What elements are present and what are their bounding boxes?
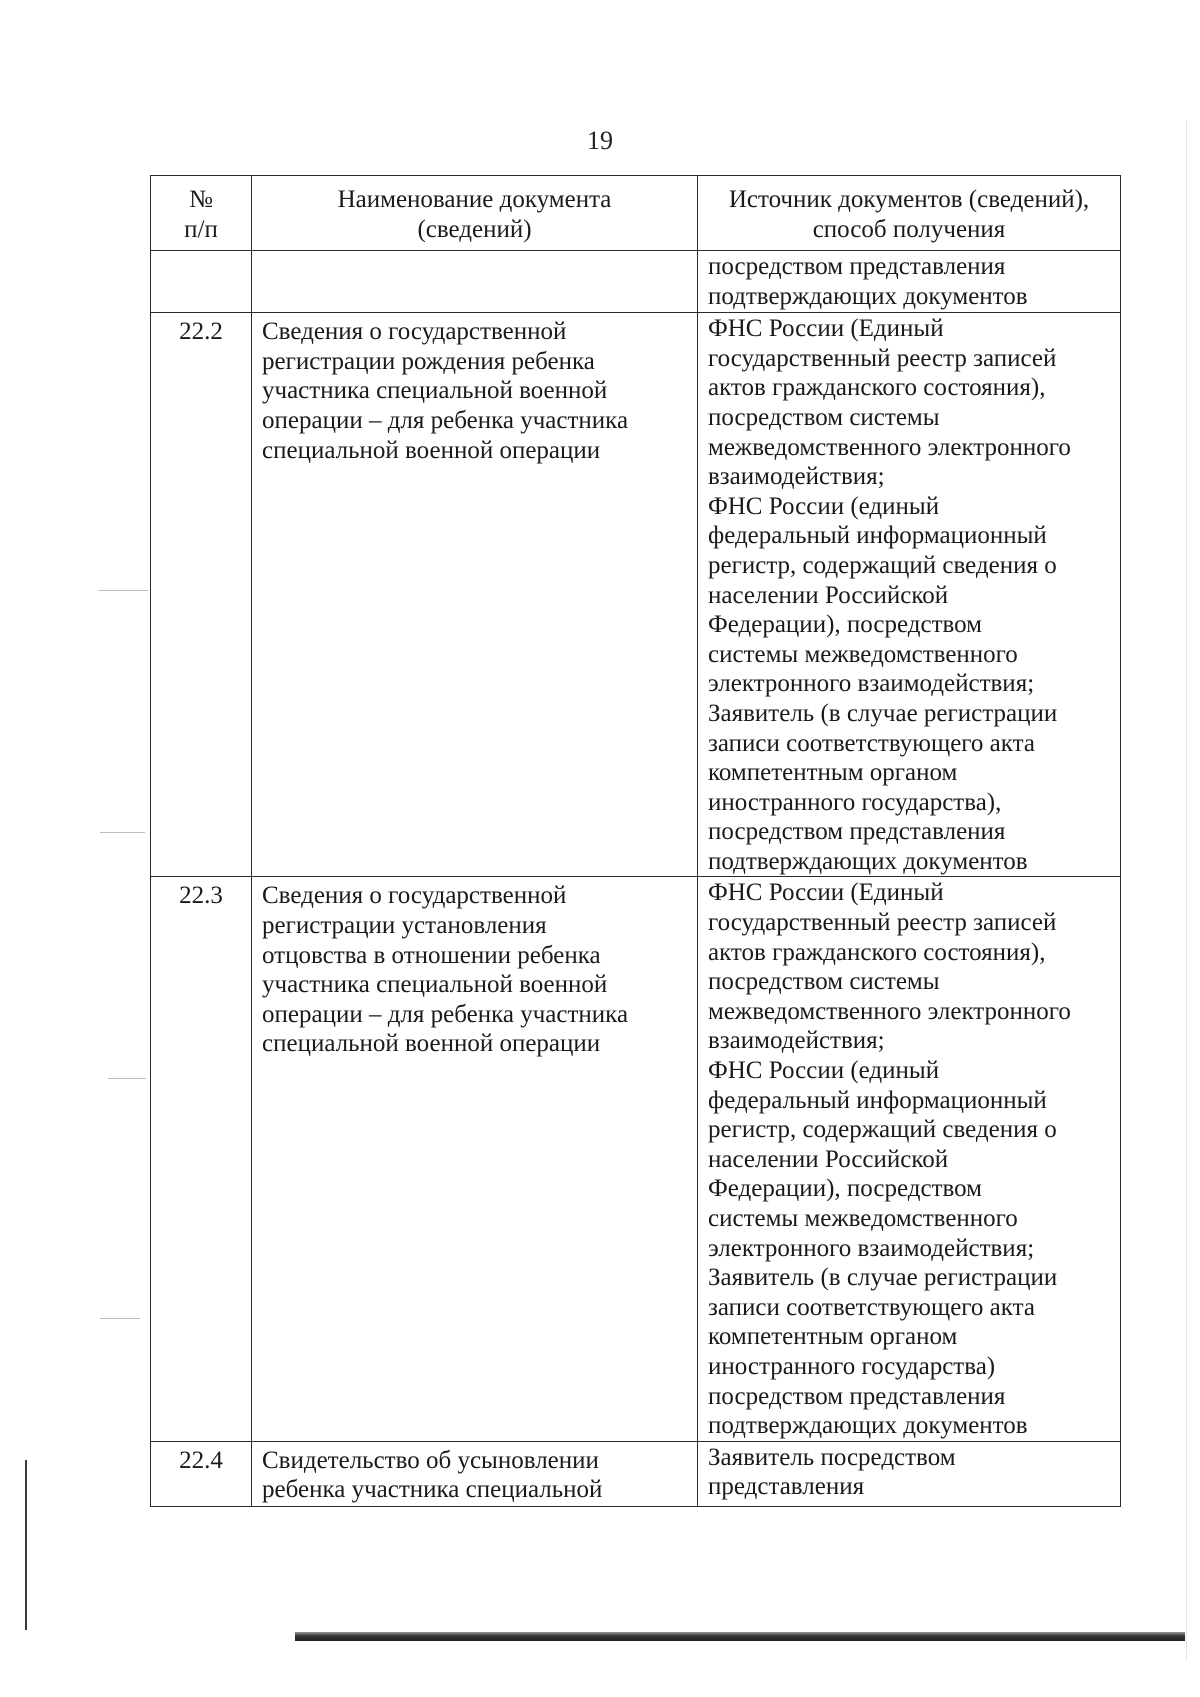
- header-document-name: Наименование документа (сведений): [252, 176, 698, 251]
- page-number: 19: [587, 126, 613, 155]
- header-num: № п/п: [151, 176, 252, 251]
- cell-document-name: Сведения о государственной регистрации рождения ребенка участника специальной военной операции – для ребенка участника специальной военной операции: [252, 313, 698, 877]
- table-row: [151, 877, 1121, 1441]
- cell-source: ФНС России (Единый государственный реестр записей актов гражданского состояния), посредством системы межведомственного электронного взаимодействия; ФНС России (единый федеральный информационный регистр, содержащий сведения о населении Российской Федерации), посредством системы межведомственного электронного взаимодействия; Заявитель (в случае регистрации записи соответствующего акта компетентным органом иностранного государства), посредством представления подтверждающих документов: [698, 313, 1121, 877]
- scan-mark: [100, 832, 145, 833]
- cell-num: 22.2: [151, 313, 252, 877]
- cell-num: 22.3: [151, 877, 252, 1441]
- documents-table: [150, 175, 1121, 1507]
- scan-bottom-bar: [295, 1632, 1185, 1641]
- scan-mark: [108, 1078, 146, 1079]
- scan-mark: [98, 590, 148, 591]
- table-header-row: [151, 176, 1121, 251]
- cell-document-name: Сведения о государственной регистрации установления отцовства в отношении ребенка участника специальной военной операции – для ребенка участника специальной военной операции: [252, 877, 698, 1441]
- scan-mark: [100, 1318, 140, 1319]
- cell-source: ФНС России (Единый государственный реестр записей актов гражданского состояния), посредством системы межведомственного электронного взаимодействия; ФНС России (единый федеральный информационный регистр, содержащий сведения о населении Российской Федерации), посредством системы межведомственного электронного взаимодействия; Заявитель (в случае регистрации записи соответствующего акта компетентным органом иностранного государства) посредством представления подтверждающих документов: [698, 877, 1121, 1441]
- cell-source: посредством представления подтверждающих документов: [698, 251, 1121, 313]
- cell-source: Заявитель посредством представления: [698, 1441, 1121, 1506]
- cell-document-name: [252, 251, 698, 313]
- scan-edge-line: [1186, 120, 1187, 1660]
- cell-num: [151, 251, 252, 313]
- table-row-continuation: [151, 251, 1121, 313]
- cell-document-name: Свидетельство об усыновлении ребенка участника специальной: [252, 1441, 698, 1506]
- scan-edge-line: [25, 1460, 27, 1630]
- table-row: [151, 1441, 1121, 1506]
- table-row: [151, 313, 1121, 877]
- header-source: Источник документов (сведений), способ получения: [698, 176, 1121, 251]
- cell-num: 22.4: [151, 1441, 252, 1506]
